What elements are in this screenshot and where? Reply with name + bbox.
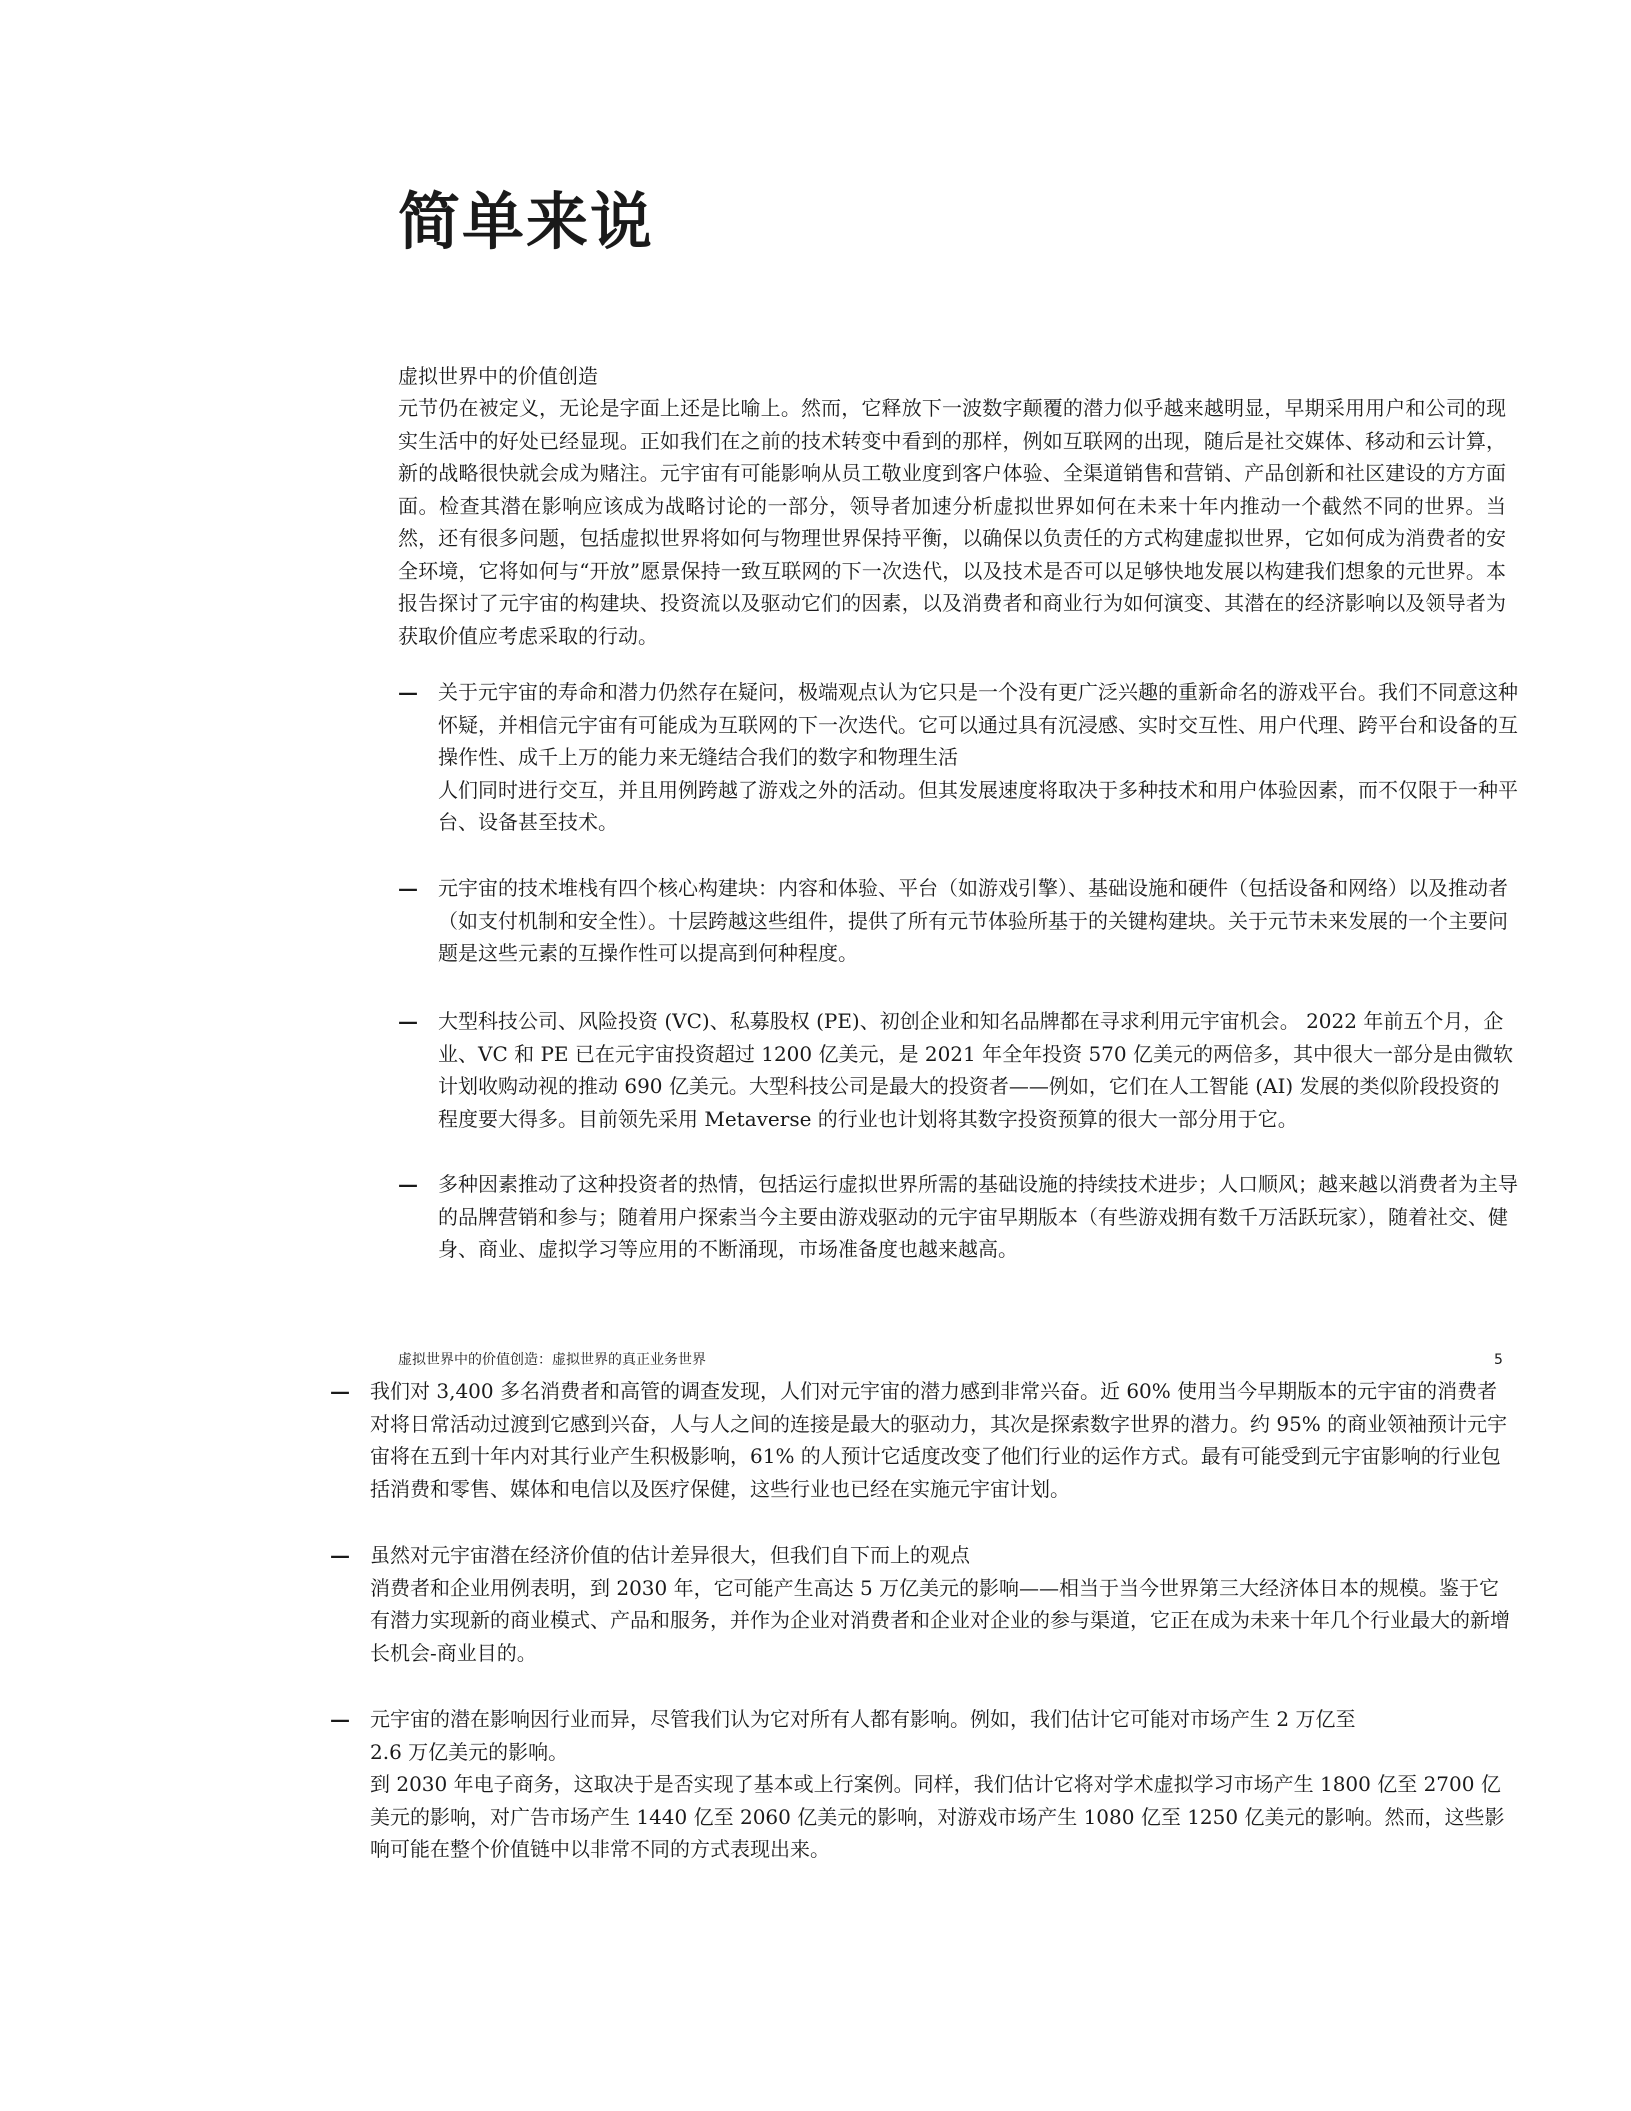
page-title: 简单来说: [398, 185, 655, 258]
bullet-line: 元宇宙的潜在影响因行业而异，尽管我们认为它对所有人都有影响。例如，我们估计它可能对市场产生 2 万亿至: [370, 1707, 1356, 1731]
bullet-line: 虽然对元宇宙潜在经济价值的估计差异很大，但我们自下而上的观点: [370, 1543, 970, 1567]
bullet-body: [438, 872, 1518, 970]
bullet-line: 大型科技公司、风险投资 (VC)、私募股权 (PE)、初创企业和知名品牌都在寻求利用元宇宙机会。 2022 年前五个月，企业、VC 和 PE 已在元宇宙投资超过 1200 亿美元，是 2021 年全年投资 570 亿美元的两倍多，其中很大一部分是由微软计划收购动视的推动 690 亿美元。大型科技公司是最大的投资者——例如，它们在人工智能 (AI) 发展的类似阶段投资的程度要大得多。目前领先采用 Metaverse 的行业也计划将其数字投资预算的很大一部分用于它。: [438, 1009, 1513, 1131]
bullet-item: [330, 1703, 1510, 1866]
bullet-body: [370, 1703, 1510, 1866]
bullet-line: 关于元宇宙的寿命和潜力仍然存在疑问，极端观点认为它只是一个没有更广泛兴趣的重新命名的游戏平台。我们不同意这种怀疑，并相信元宇宙有可能成为互联网的下一次迭代。它可以通过具有沉浸感、实时交互性、用户代理、跨平台和设备的互操作性、成千上万的能力来无缝结合我们的数字和物理生活: [438, 680, 1518, 769]
bullet-item: [398, 872, 1518, 970]
bullet-body: [438, 1168, 1518, 1266]
page-footer: 虚拟世界中的价值创造：虚拟世界的真正业务世界: [398, 1352, 706, 1368]
bullet-line: 多种因素推动了这种投资者的热情，包括运行虚拟世界所需的基础设施的持续技术进步；人口顺风；越来越以消费者为主导的品牌营销和参与；随着用户探索当今主要由游戏驱动的元宇宙早期版本（有些游戏拥有数千万活跃玩家），随着社交、健身、商业、虚拟学习等应用的不断涌现，市场准备度也越来越高。: [438, 1172, 1518, 1261]
bullet-item: [398, 676, 1518, 839]
bullet-dash: —: [398, 1009, 418, 1033]
bullet-line: 我们对 3,400 多名消费者和高管的调查发现，人们对元宇宙的潜力感到非常兴奋。近 60% 使用当今早期版本的元宇宙的消费者对将日常活动过渡到它感到兴奋，人与人之间的连接是最大的驱动力，其次是探索数字世界的潜力。约 95% 的商业领袖预计元宇宙将在五到十年内对其行业产生积极影响，61% 的人预计它适度改变了他们行业的运作方式。最有可能受到元宇宙影响的行业包括消费和零售、媒体和电信以及医疗保健，这些行业也已经在实施元宇宙计划。: [370, 1379, 1508, 1501]
page-number: 5: [1494, 1352, 1503, 1368]
bullet-item: [398, 1005, 1518, 1135]
bullet-item: [398, 1168, 1518, 1266]
bullet-line: 2.6 万亿美元的影响。: [370, 1739, 569, 1764]
bullet-body: [438, 1005, 1518, 1135]
section-heading: 虚拟世界中的价值创造: [398, 364, 598, 388]
bullet-dash: —: [330, 1543, 350, 1567]
bullet-body: [438, 676, 1518, 839]
bullet-dash: —: [398, 876, 418, 900]
bullet-line: 元宇宙的技术堆栈有四个核心构建块：内容和体验、平台（如游戏引擎）、基础设施和硬件（包括设备和网络）以及推动者（如支付机制和安全性）。十层跨越这些组件，提供了所有元节体验所基于的关键构建块。关于元节未来发展的一个主要问题是这些元素的互操作性可以提高到何种程度。: [438, 876, 1508, 965]
bullet-item: [330, 1375, 1510, 1505]
bullet-line: 到 2030 年电子商务，这取决于是否实现了基本或上行案例。同样，我们估计它将对学术虚拟学习市场产生 1800 亿至 2700 亿美元的影响，对广告市场产生 1440 亿至 2060 亿美元的影响，对游戏市场产生 1080 亿至 1250 亿美元的影响。然而，这些影响可能在整个价值链中以非常不同的方式表现出来。: [370, 1772, 1505, 1861]
bullet-line: 消费者和企业用例表明，到 2030 年，它可能产生高达 5 万亿美元的影响——相当于当今世界第三大经济体日本的规模。鉴于它有潜力实现新的商业模式、产品和服务，并作为企业对消费者和企业对企业的参与渠道，它正在成为未来十年几个行业最大的新增长机会-商业目的。: [370, 1575, 1510, 1665]
intro-paragraph: 元节仍在被定义，无论是字面上还是比喻上。然而，它释放下一波数字颠覆的潜力似乎越来越明显，早期采用用户和公司的现实生活中的好处已经显现。正如我们在之前的技术转变中看到的那样，例如互联网的出现，随后是社交媒体、移动和云计算，新的战略很快就会成为赌注。元宇宙有可能影响从员工敬业度到客户体验、全渠道销售和营销、产品创新和社区建设的方方面面。检查其潜在影响应该成为战略讨论的一部分，领导者加速分析虚拟世界如何在未来十年内推动一个截然不同的世界。当然，还有很多问题，包括虚拟世界将如何与物理世界保持平衡，以确保以负责任的方式构建虚拟世界，它如何成为消费者的安全环境，它将如何与“开放”愿景保持一致互联网的下一次迭代，以及技术是否可以足够快地发展以构建我们想象的元世界。本报告探讨了元宇宙的构建块、投资流以及驱动它们的因素，以及消费者和商业行为如何演变、其潜在的经济影响以及领导者为获取价值应考虑采取的行动。: [398, 396, 1506, 648]
bullet-dash: —: [330, 1707, 350, 1731]
bullet-body: [370, 1539, 1510, 1669]
bullet-dash: —: [398, 680, 418, 704]
bullet-line: 人们同时进行交互，并且用例跨越了游戏之外的活动。但其发展速度将取决于多种技术和用户体验因素，而不仅限于一种平台、设备甚至技术。: [438, 777, 1518, 834]
bullet-body: [370, 1375, 1510, 1505]
bullet-dash: —: [330, 1379, 350, 1403]
bullet-item: [330, 1539, 1510, 1669]
bullet-dash: —: [398, 1172, 418, 1196]
